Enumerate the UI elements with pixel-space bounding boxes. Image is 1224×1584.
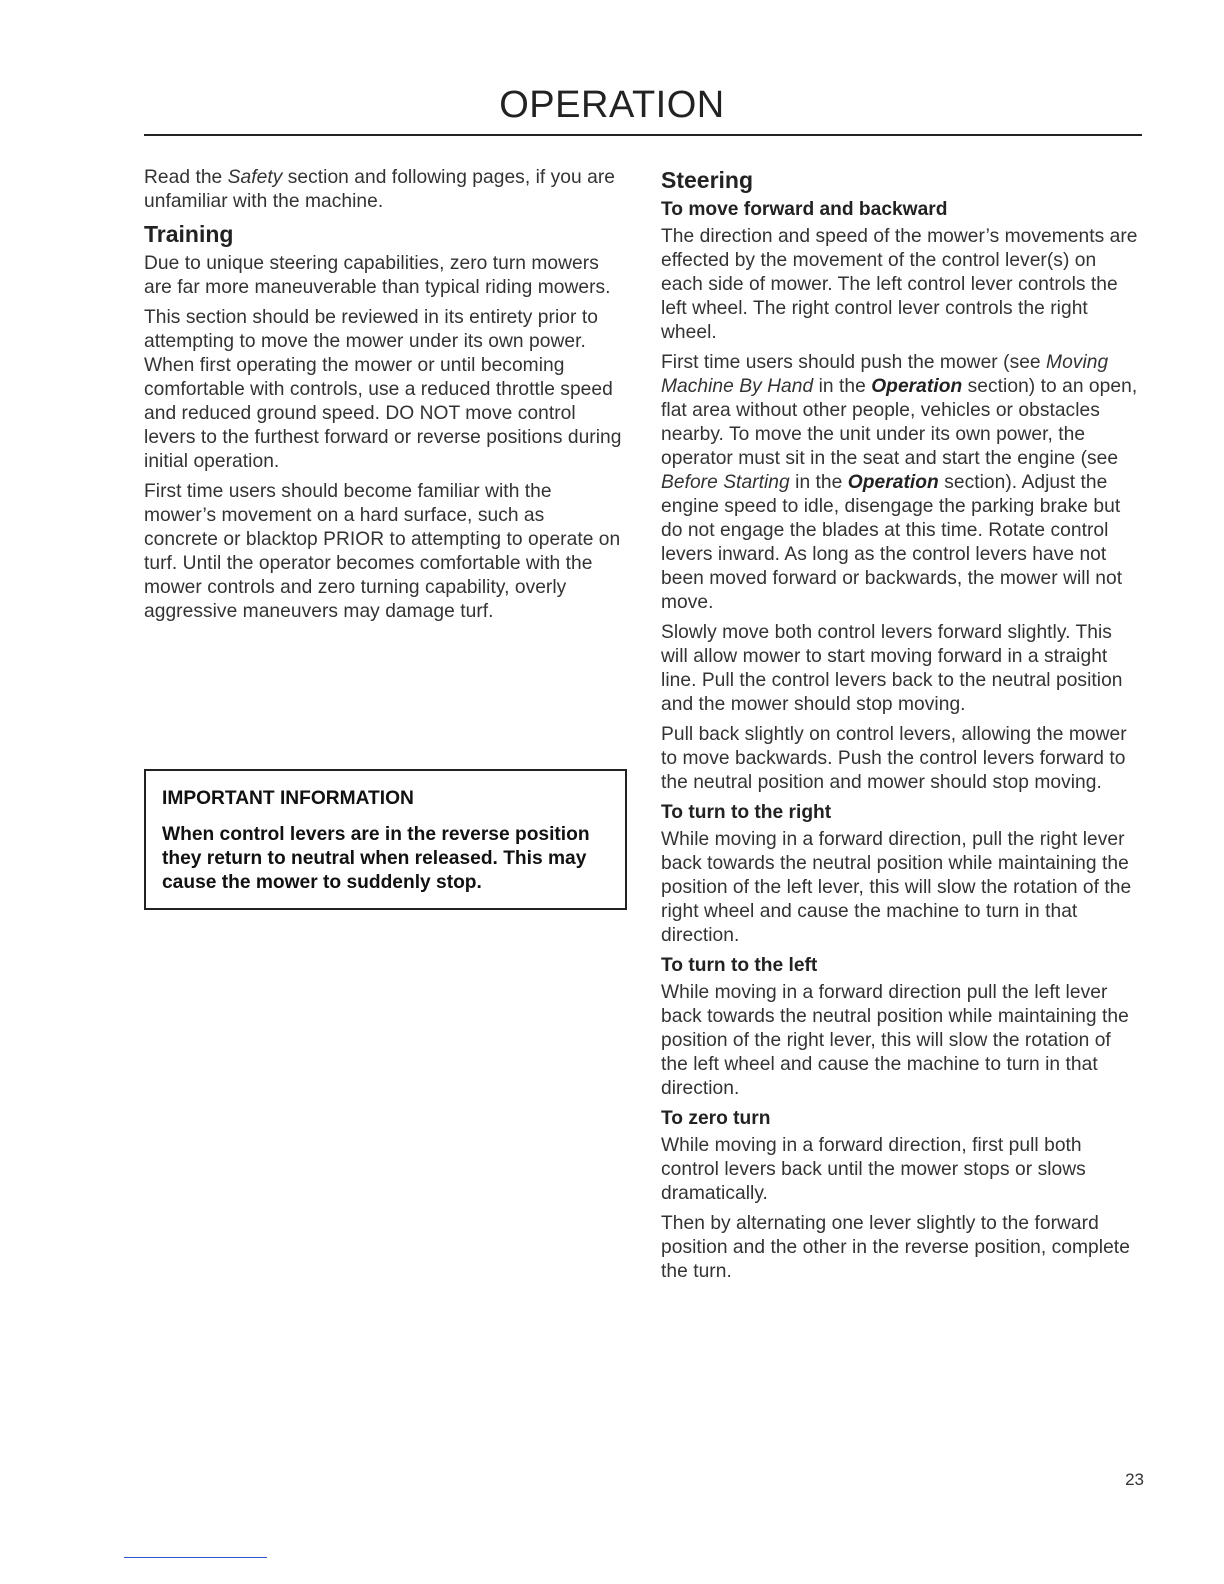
zero-turn-paragraph-2: Then by alternating one lever slightly to the forward position and the other in the reverse position, complete the turn. [661, 1213, 1130, 1282]
zero-turn-paragraph-1: While moving in a forward direction, first pull both control levers back until the mower stops or slows dramatically. [661, 1135, 1086, 1204]
left-column [144, 166, 622, 630]
turn-right-paragraph: While moving in a forward direction, pull the right lever back towards the neutral position while maintaining the position of the left lever, this will slow the rotation of the right wheel and cause the machine to turn in that direction. [661, 829, 1132, 946]
forward-backward-heading: To move forward and backward [661, 199, 948, 220]
important-information-text: When control levers are in the reverse position they return to neutral when released. This may cause the mower to suddenly stop. [162, 824, 590, 893]
p2-text-c: in the [813, 376, 872, 397]
page-title: OPERATION [499, 84, 725, 126]
steering-heading: Steering [661, 167, 754, 193]
operation-reference-2: Operation [847, 472, 939, 493]
training-paragraph-3: First time users should become familiar with the mower’s movement on a hard surface, such as concrete or blacktop PRIOR to attempting to operate on turf. Until the operator becomes comfortable with the mower controls and zero turning capability, overly aggressive maneuvers may damage turf. [144, 481, 621, 622]
title-divider [144, 134, 1142, 136]
turn-right-heading: To turn to the right [661, 802, 832, 823]
forward-backward-paragraph-2 [661, 351, 1143, 615]
intro-text-a: Read the [144, 167, 228, 188]
zero-turn-heading: To zero turn [661, 1108, 771, 1129]
safety-reference: Safety [227, 167, 283, 188]
turn-left-paragraph: While moving in a forward direction pull the left lever back towards the neutral position while maintaining the position of the right lever, this will slow the rotation of the left wheel and cause the machine to turn in that direction. [661, 982, 1129, 1099]
intro-text-c: section and following pages, if you are unfamiliar with the machine. [144, 167, 616, 212]
p2-text-e: section) to an open, flat area without other people, vehicles or obstacles nearby. To move the unit under its own power, the operator must sit in the seat and start the engine (see [661, 376, 1138, 469]
forward-backward-paragraph-1: The direction and speed of the mower’s movements are effected by the movement of the control lever(s) on each side of mower. The left control lever controls the left wheel. The right control lever controls the right wheel. [661, 226, 1138, 343]
important-information-box [144, 769, 627, 910]
p2-text-g: in the [789, 472, 848, 493]
training-heading: Training [144, 221, 234, 247]
training-paragraph-2: This section should be reviewed in its entirety prior to attempting to move the mower under its own power. When first operating the mower or until becoming comfortable with controls, use a reduced throttle speed and reduced ground speed. DO NOT move control levers to the furthest forward or reverse positions during initial operation. [144, 307, 622, 472]
page-number: 23 [1125, 1470, 1144, 1489]
forward-backward-paragraph-4: Pull back slightly on control levers, allowing the mower to move backwards. Push the control levers forward to the neutral position and mower should stop moving. [661, 724, 1127, 793]
operation-reference-1: Operation [871, 376, 963, 397]
forward-backward-paragraph-3: Slowly move both control levers forward slightly. This will allow mower to start moving forward in a straight line. Pull the control levers back to the neutral position and the mower should stop moving. [661, 622, 1123, 715]
before-starting-reference: Before Starting [661, 472, 790, 493]
right-column [661, 166, 1143, 1290]
footer-divider [124, 1557, 267, 1558]
turn-left-heading: To turn to the left [661, 955, 818, 976]
training-paragraph-1: Due to unique steering capabilities, zero turn mowers are far more maneuverable than typical riding mowers. [144, 253, 611, 298]
intro-paragraph [144, 166, 622, 214]
moving-machine-reference: Moving Machine By Hand [661, 352, 1109, 397]
p2-text-a: First time users should push the mower (see [661, 352, 1047, 373]
p2-text-i: section). Adjust the engine speed to idle, disengage the parking brake but do not engage the blades at this time. Rotate control levers inward. As long as the control levers have not been moved forward or backwards, the mower will not move. [661, 472, 1123, 613]
important-information-title: IMPORTANT INFORMATION [162, 788, 414, 809]
